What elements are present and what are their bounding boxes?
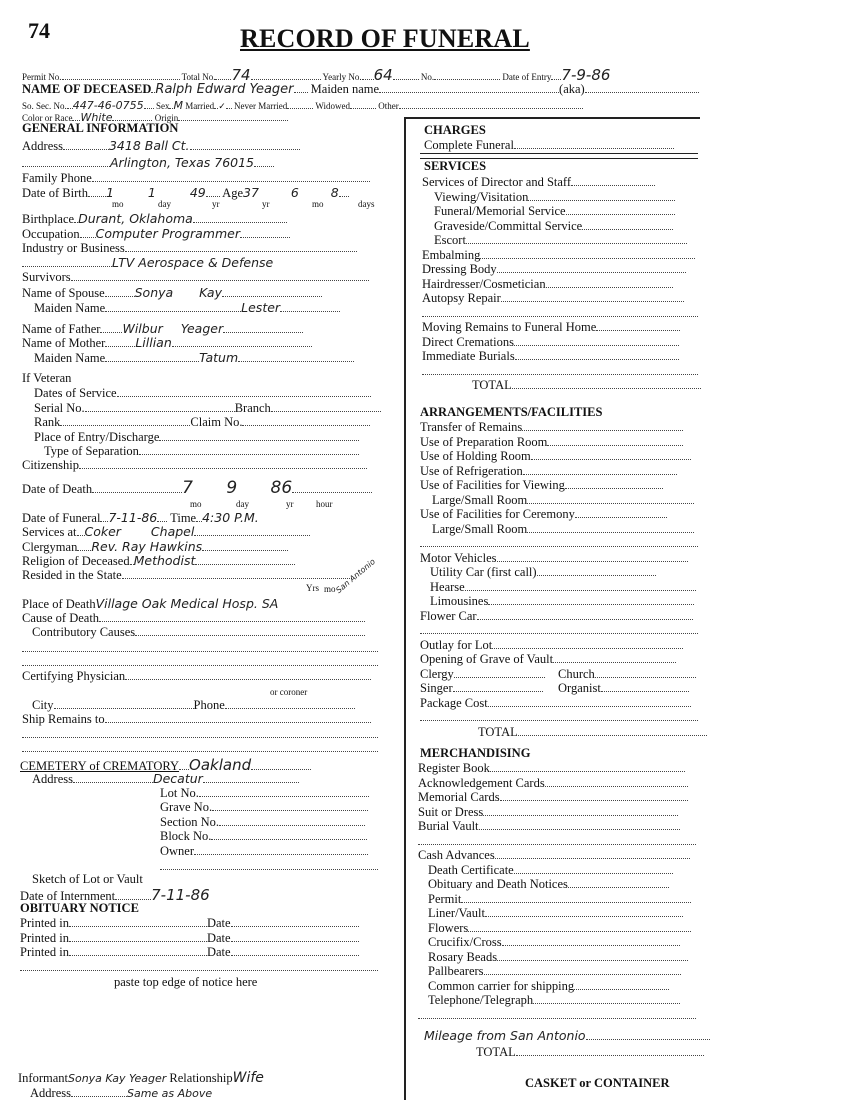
service-item-0: [422, 175, 655, 190]
phone-label: Phone: [193, 698, 225, 712]
entry-row: [34, 430, 359, 445]
cem-address-row: [32, 771, 299, 787]
merch-label-4: Burial Vault: [418, 819, 479, 833]
merch-item-5: [418, 834, 696, 849]
grave-row: [160, 800, 368, 815]
dod-sub-day: day: [236, 499, 249, 509]
age-sub-days: days: [358, 199, 375, 209]
blank-line-1: [22, 641, 378, 656]
married-label: Married: [185, 101, 215, 111]
dod-value: 7 9 86: [182, 478, 293, 498]
merch-label-15: Common carrier for shipping: [428, 978, 575, 993]
merch-item-19: [476, 1045, 704, 1060]
services-at-value: Coker Chapel: [84, 524, 195, 539]
mother-maiden-label: Maiden Name: [34, 351, 106, 365]
never-married-label: Never Married: [233, 101, 288, 111]
address-row-2: [22, 155, 274, 171]
dod-sub-mo: mo: [190, 499, 202, 509]
merch-item-1: [418, 776, 688, 791]
total-label: Total No.: [181, 72, 216, 82]
arrangement-item-18: [558, 667, 696, 682]
birthplace-row: [22, 211, 287, 227]
service-label-11: Direct Cremations: [422, 334, 514, 349]
merch-item-4: [418, 819, 680, 834]
service-item-6: [422, 262, 686, 277]
dob-sub-yr: yr: [212, 199, 220, 209]
religion-value: Methodist: [133, 553, 196, 568]
citizenship-row: [22, 458, 367, 473]
arrangement-label-21: Package Cost: [420, 695, 488, 710]
blank-line-3: [22, 727, 378, 742]
service-item-10: [422, 320, 680, 335]
arrangement-label-2: Use of Holding Room: [420, 449, 531, 463]
maiden-name-label: Maiden name: [310, 82, 380, 96]
dob-value: 1 1 49: [105, 185, 206, 200]
arrangement-label-7: Large/Small Room: [432, 521, 528, 536]
arrangement-label-11: Hearse: [430, 579, 465, 594]
service-label-0: Services of Director and Staff: [422, 175, 572, 189]
cem-address-label: Address: [32, 772, 73, 786]
arrangement-label-12: Limousines: [430, 594, 489, 608]
ssn-value: 447-46-0755: [72, 99, 144, 112]
birthplace-label: Birthplace: [22, 212, 75, 226]
cemetery-label: CEMETERY of CREMATORY: [20, 759, 180, 773]
blank-line-5: [160, 859, 378, 874]
cause-row: [22, 611, 365, 626]
age-sub-mo: mo: [312, 199, 324, 209]
dob-sub-day: day: [158, 199, 171, 209]
service-label-7: Hairdresser/Cosmetician: [422, 276, 546, 291]
age-label: Age: [222, 186, 243, 200]
merch-item-0: [418, 761, 685, 776]
ship-row: [22, 712, 371, 727]
arrangement-item-11: [430, 580, 696, 595]
block-row: [160, 829, 367, 844]
spouse-row: [22, 285, 322, 301]
arrangement-label-9: Motor Vehicles: [420, 550, 497, 565]
merch-label-8: Obituary and Death Notices: [428, 877, 568, 891]
mother-maiden-row: [34, 350, 354, 366]
sex-value: M: [173, 99, 183, 112]
widowed-label: Widowed: [315, 101, 350, 111]
service-item-14: [472, 378, 701, 393]
service-item-3: [434, 219, 673, 234]
service-label-6: Dressing Body: [422, 262, 497, 276]
arrangement-item-19: [420, 681, 543, 696]
arrangement-item-5: [432, 493, 694, 508]
industry-row: [22, 241, 357, 256]
date-entry-value: 7-9-86: [561, 66, 611, 84]
separation-row: [44, 444, 359, 459]
arrangement-label-23: TOTAL: [478, 724, 518, 739]
funeral-label: Date of Funeral: [22, 511, 101, 525]
industry-label: Industry or Business: [22, 241, 125, 255]
sex-label: Sex: [155, 101, 170, 111]
arrangement-label-5: Large/Small Room: [432, 492, 528, 507]
industry-row-2: [22, 255, 273, 271]
charges-heading: CHARGES: [424, 123, 486, 137]
aka-label: (aka): [559, 82, 585, 96]
yearly-value: 64: [373, 66, 393, 84]
entry-label: Place of Entry/Discharge: [34, 430, 160, 444]
merch-item-14: [428, 964, 681, 979]
service-label-2: Funeral/Memorial Service: [434, 204, 566, 218]
dod-label: Date of Death: [22, 482, 93, 496]
other-label: Other: [378, 101, 399, 111]
yearly-label: Yearly No.: [322, 72, 362, 82]
merch-label-10: Liner/Vault: [428, 906, 485, 920]
arrangement-label-4: Use of Facilities for Viewing: [420, 478, 565, 492]
arrangement-label-6: Use of Facilities for Ceremony: [420, 507, 575, 521]
merch-label-16: Telephone/Telegraph: [428, 993, 534, 1007]
complete-funeral-row: [424, 138, 674, 153]
dod-sub-hour: hour: [316, 499, 333, 509]
time-value: 4:30 P.M.: [202, 510, 259, 525]
dob-row: [22, 185, 349, 201]
ship-label: Ship Remains to: [22, 712, 105, 726]
service-label-8: Autopsy Repair: [422, 291, 501, 305]
address-label: Address: [22, 139, 63, 153]
merch-item-9: [428, 892, 691, 907]
arrangement-item-17: [420, 667, 545, 682]
merch-item-7: [428, 863, 673, 878]
dod-sub-yr: yr: [286, 499, 294, 509]
merch-label-2: Memorial Cards: [418, 790, 500, 804]
serial-label: Serial No.: [34, 401, 85, 415]
relationship-label: Relationship: [169, 1071, 233, 1085]
merch-item-10: [428, 906, 683, 921]
arrangement-item-15: [420, 638, 683, 653]
printed-row-1: [20, 916, 359, 931]
industry-value: LTV Aerospace & Defense: [112, 255, 274, 270]
resided-sub-mo: mo: [324, 584, 336, 594]
address-line1: 3418 Ball Ct.: [108, 138, 190, 153]
service-label-5: Embalming: [422, 247, 481, 262]
service-item-9: [422, 306, 698, 321]
merch-label-3: Suit or Dress: [418, 804, 484, 819]
spouse-value: Sonya Kay: [134, 285, 222, 300]
ssn-label: So. Sec. No.: [22, 101, 67, 111]
merch-label-12: Crucifix/Cross: [428, 935, 502, 949]
rank-label: Rank: [34, 415, 61, 429]
paste-label: paste top edge of notice here: [114, 975, 258, 989]
relationship-value: Wife: [232, 1070, 264, 1086]
age-sub-yr: yr: [262, 199, 270, 209]
deceased-name-row: [22, 82, 699, 97]
spouse-maiden-row: [34, 300, 340, 316]
services-at-row: [22, 524, 310, 540]
dod-row: [22, 478, 372, 498]
arrangement-item-6: [420, 507, 667, 522]
permit-label: Permit No.: [22, 72, 62, 82]
family-phone-label: Family Phone: [22, 171, 92, 185]
race-value: White: [80, 111, 113, 124]
religion-label: Religion of Deceased: [22, 554, 130, 568]
service-item-1: [434, 190, 675, 205]
grave-label: Grave No.: [160, 800, 213, 814]
blank-line-2: [22, 655, 378, 670]
lot-label: Lot No.: [160, 786, 199, 800]
survivors-label: Survivors: [22, 270, 71, 284]
mother-value: Lillian: [135, 335, 172, 350]
deceased-name-value: Ralph Edward Yeager: [155, 82, 294, 97]
arrangement-item-20: [558, 681, 689, 696]
rank-row: [34, 415, 370, 430]
merch-item-17: [418, 1008, 696, 1023]
origin-label: Origin: [154, 113, 179, 123]
spouse-maiden-label: Maiden Name: [34, 301, 106, 315]
resided-row: [22, 568, 352, 583]
merch-item-8: [428, 877, 669, 892]
merch-item-3: [418, 805, 678, 820]
service-label-10: Moving Remains to Funeral Home: [422, 320, 597, 334]
arrangement-item-2: [420, 449, 691, 464]
merch-item-15: [428, 979, 669, 994]
mother-maiden-value: Tatum: [199, 350, 239, 365]
arrangement-item-12: [430, 594, 694, 609]
arrangements-heading: ARRANGEMENTS/FACILITIES: [420, 405, 603, 419]
merch-label-7: Death Certificate: [428, 862, 514, 877]
race-label: Color or Race: [22, 113, 73, 123]
contributory-row: [32, 625, 365, 640]
serial-row: [34, 401, 381, 416]
arrangement-label-20: Organist: [558, 681, 601, 695]
informant-value: Sonya Kay Yeager: [67, 1072, 167, 1085]
spouse-label: Name of Spouse: [22, 286, 105, 300]
service-label-3: Graveside/Committal Service: [434, 218, 583, 233]
service-item-5: [422, 248, 695, 263]
city-label: City: [32, 698, 54, 712]
general-heading: GENERAL INFORMATION: [22, 121, 179, 135]
citizenship-label: Citizenship: [22, 458, 79, 472]
clergyman-value: Rev. Ray Hawkins: [91, 539, 203, 554]
merch-item-13: [428, 950, 688, 965]
merch-label-14: Pallbearers: [428, 964, 484, 978]
place-death-label: Place of Death: [22, 597, 96, 611]
page-title: RECORD OF FUNERAL: [240, 24, 530, 53]
birthplace-value: Durant, Oklahoma: [78, 211, 193, 226]
arrangement-item-10: [430, 565, 656, 580]
occupation-label: Occupation: [22, 227, 80, 241]
service-item-13: [422, 364, 698, 379]
cause-label: Cause of Death: [22, 611, 100, 625]
service-label-1: Viewing/Visitation: [434, 189, 529, 204]
resided-note: San Antonio: [334, 557, 378, 595]
arrangement-label-1: Use of Preparation Room: [420, 434, 548, 449]
service-item-2: [434, 204, 675, 219]
mother-label: Name of Mother: [22, 336, 106, 350]
date-entry-label: Date of Entry: [502, 72, 552, 82]
arrangement-item-9: [420, 551, 688, 566]
arrangement-item-7: [432, 522, 694, 537]
cemetery-value: Oakland: [189, 756, 252, 774]
city-row: [32, 698, 355, 713]
arrangement-label-13: Flower Car: [420, 608, 477, 623]
service-item-11: [422, 335, 679, 350]
service-label-14: TOTAL: [472, 378, 512, 392]
funeral-value: 7-11-86: [108, 510, 158, 525]
block-label: Block No.: [160, 829, 212, 843]
father-value: Wilbur Yeager: [122, 321, 224, 336]
arrangement-item-8: [420, 536, 698, 551]
merch-label-0: Register Book: [418, 761, 490, 775]
merch-label-6: Cash Advances: [418, 848, 495, 862]
printed-label-2: Printed in: [20, 931, 69, 945]
informant-address-label: Address: [30, 1086, 71, 1100]
lot-row: [160, 786, 369, 801]
sketch-label: Sketch of Lot or Vault: [32, 872, 143, 886]
charges-top-rule: [404, 117, 700, 119]
branch-label: Branch: [234, 401, 271, 415]
merch-label-13: Rosary Beads: [428, 949, 498, 964]
section-label: Section No.: [160, 815, 220, 829]
informant-address-value: Same as Above: [126, 1087, 213, 1100]
physician-row: [22, 669, 371, 684]
printed-date-label-2: Date: [206, 931, 231, 945]
printed-date-label-3: Date: [206, 945, 231, 959]
section-row: [160, 815, 365, 830]
claim-label: Claim No.: [190, 415, 243, 429]
merch-heading: MERCHANDISING: [420, 746, 531, 760]
merch-item-16: [428, 993, 680, 1008]
dates-service-row: [34, 386, 371, 401]
merch-item-12: [428, 935, 680, 950]
arrangement-item-23: [478, 725, 707, 740]
printed-date-label-1: Date: [206, 916, 231, 930]
merch-item-2: [418, 790, 688, 805]
service-item-12: [422, 349, 679, 364]
owner-row: [160, 844, 368, 859]
merch-label-1: Acknowledgement Cards: [418, 775, 545, 790]
arrangement-item-13: [420, 609, 693, 624]
total-value: 74: [231, 66, 251, 84]
no-label: No.: [420, 72, 435, 82]
informant-row: [18, 1070, 264, 1086]
charges-rule: [420, 153, 698, 154]
printed-row-3: [20, 945, 359, 960]
family-phone-row: [22, 171, 370, 186]
arrangement-item-14: [420, 623, 698, 638]
place-death-row: [22, 596, 278, 612]
arrangement-item-4: [420, 478, 663, 493]
age-value: 37 6 8: [243, 185, 339, 200]
deceased-name-label: NAME OF DECEASED: [22, 82, 152, 96]
spouse-maiden-value: Lester: [241, 300, 281, 315]
arrangement-item-1: [420, 435, 683, 450]
printed-label-3: Printed in: [20, 945, 69, 959]
survivors-row: [22, 270, 369, 285]
merch-label-19: TOTAL: [476, 1044, 516, 1059]
clergyman-label: Clergyman: [22, 540, 78, 554]
address-line2: Arlington, Texas 76015: [110, 155, 255, 170]
dates-service-label: Dates of Service: [34, 386, 117, 400]
arrangement-label-17: Clergy: [420, 666, 454, 681]
interment-value: 7-11-86: [151, 886, 210, 904]
contributory-label: Contributory Causes: [32, 625, 136, 639]
arrangement-label-15: Outlay for Lot: [420, 637, 493, 652]
blank-line-4: [22, 741, 378, 756]
casket-heading: CASKET or CONTAINER: [525, 1076, 670, 1090]
service-item-4: [434, 233, 687, 248]
address-row: [22, 138, 300, 154]
cem-address-value: Decatur: [152, 771, 203, 786]
arrangement-label-19: Singer: [420, 681, 453, 695]
printed-label-1: Printed in: [20, 916, 69, 930]
interment-label: Date of Internment: [20, 889, 116, 903]
service-item-7: [422, 277, 673, 292]
merch-label-11: Flowers: [428, 920, 469, 935]
place-death-value: Village Oak Medical Hosp. SA: [95, 596, 279, 611]
service-label-4: Escort: [434, 233, 466, 247]
page-number: 74: [28, 18, 50, 43]
service-label-12: Immediate Burials: [422, 349, 515, 363]
obituary-heading: OBITUARY NOTICE: [20, 901, 139, 915]
arrangement-label-3: Use of Refrigeration: [420, 463, 523, 478]
arrangement-label-0: Transfer of Remains: [420, 420, 523, 434]
physician-label: Certifying Physician: [22, 669, 126, 683]
merch-label-18: Mileage from San Antonio: [424, 1028, 586, 1043]
occupation-row: [22, 226, 290, 242]
charges-left-rule: [404, 117, 406, 1100]
veteran-label: If Veteran: [22, 371, 72, 385]
arrangement-item-16: [420, 652, 676, 667]
coroner-label: or coroner: [270, 687, 308, 697]
owner-label: Owner: [160, 844, 195, 858]
arrangement-item-21: [420, 696, 691, 711]
merch-item-6: [418, 848, 690, 863]
arrangement-label-18: Church: [558, 666, 595, 681]
arrangement-item-3: [420, 464, 677, 479]
complete-funeral-label: Complete Funeral: [424, 138, 514, 152]
resided-label: Resided in the State: [22, 568, 122, 582]
arrangement-item-0: [420, 420, 683, 435]
merch-item-18: [424, 1028, 710, 1044]
services-heading: SERVICES: [424, 159, 487, 173]
informant-address-row: [30, 1086, 212, 1101]
separation-label: Type of Separation: [44, 444, 139, 458]
services-at-label: Services at: [22, 525, 77, 539]
time-label: Time: [170, 511, 197, 525]
father-label: Name of Father: [22, 322, 101, 336]
merch-item-11: [428, 921, 691, 936]
dob-label: Date of Birth: [22, 186, 88, 200]
service-item-8: [422, 291, 684, 306]
merch-label-9: Permit: [428, 891, 462, 906]
occupation-value: Computer Programmer: [95, 226, 240, 241]
arrangement-label-16: Opening of Grave of Vault: [420, 652, 554, 666]
blank-line-6: [20, 960, 378, 975]
arrangement-label-10: Utility Car (first call): [430, 565, 537, 579]
married-check: ✓: [218, 101, 226, 111]
resided-sub-yrs: Yrs: [306, 583, 319, 593]
religion-row: [22, 553, 295, 569]
arrangement-item-22: [420, 710, 698, 725]
informant-label: Informant: [18, 1071, 68, 1085]
dob-sub-mo: mo: [112, 199, 124, 209]
mother-row: [22, 335, 312, 351]
printed-row-2: [20, 931, 359, 946]
